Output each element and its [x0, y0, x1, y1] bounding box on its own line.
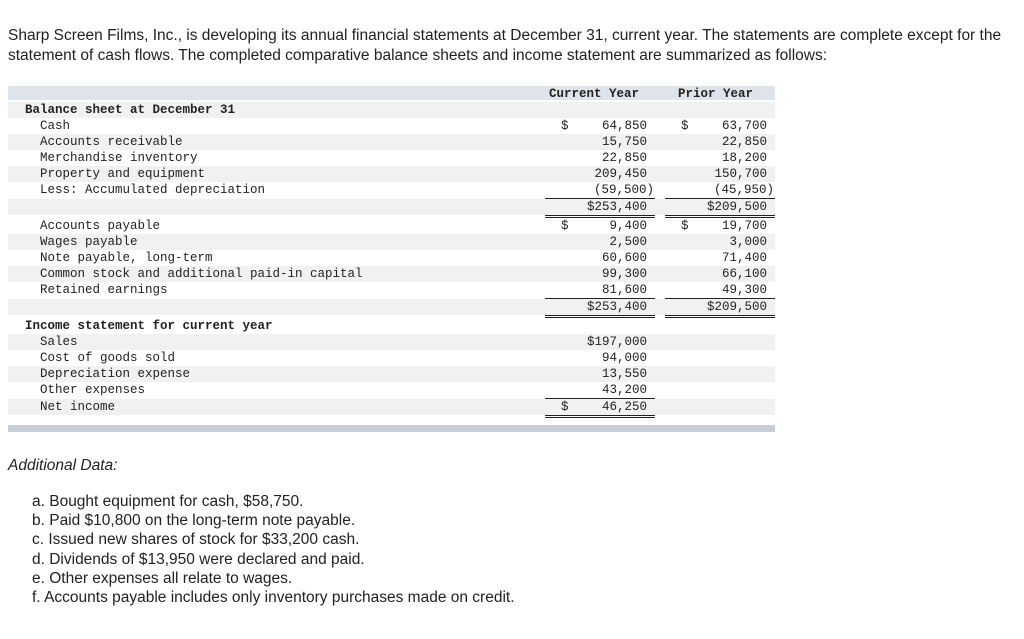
list-item: b. Paid $10,800 on the long-term note payable. [32, 512, 356, 530]
current-value: 81,600 [601, 283, 647, 297]
row-label: Sales [40, 335, 78, 349]
current-value: 94,000 [601, 351, 647, 365]
col-header-prior-year: Prior Year [678, 87, 754, 101]
list-item: a. Bought equipment for cash, $58,750. [32, 493, 304, 510]
prior-value: 18,200 [721, 151, 767, 165]
table-row [8, 150, 775, 166]
table-row [8, 282, 775, 298]
prior-value: 22,850 [721, 135, 767, 149]
assets-total-current: $253,400 [586, 200, 647, 214]
current-value: 2,500 [609, 235, 647, 249]
income-statement-title: Income statement for current year [25, 319, 273, 333]
current-cell [545, 118, 655, 134]
liabilities-total-prior: $209,500 [706, 300, 767, 314]
prior-value: 66,100 [721, 267, 767, 281]
table-row [8, 382, 775, 398]
financial-statements-table [8, 84, 775, 434]
row-label: Cash [40, 119, 71, 133]
row-label: Net income [40, 400, 116, 414]
current-value: 22,850 [601, 151, 647, 165]
table-row [8, 182, 775, 198]
table-row [8, 234, 775, 250]
col-header-current-year: Current Year [549, 87, 640, 101]
dollar-sign: $ [681, 219, 689, 233]
liabilities-total-current: $253,400 [586, 300, 647, 314]
dollar-sign: $ [681, 119, 689, 133]
table-row [8, 350, 775, 366]
row-label: Cost of goods sold [40, 351, 176, 365]
row-label: Retained earnings [40, 283, 168, 297]
assets-total-row [8, 199, 775, 215]
current-value: 15,750 [601, 135, 647, 149]
income-statement-heading-row [8, 318, 775, 334]
table-row [8, 250, 775, 266]
row-label: Common stock and additional paid-in capital [40, 267, 363, 281]
table-row [8, 366, 775, 382]
prior-value: 3,000 [729, 235, 767, 249]
row-label: Accounts payable [40, 219, 161, 233]
current-value: 9,400 [609, 219, 647, 233]
row-label: Less: Accumulated depreciation [40, 183, 266, 197]
current-value: (59,500) [593, 183, 654, 197]
list-item: e. Other expenses all relate to wages. [32, 569, 293, 587]
current-value: 46,250 [601, 400, 647, 414]
current-value: 64,850 [601, 119, 647, 133]
prior-value: 71,400 [721, 251, 767, 265]
table-row [8, 134, 775, 150]
row-label: Merchandise inventory [40, 151, 198, 165]
current-value: 13,550 [601, 367, 647, 381]
liabilities-total-row [8, 299, 775, 315]
table-row [8, 218, 775, 234]
prior-value: (45,950) [713, 183, 774, 197]
row-label: Property and equipment [40, 167, 206, 181]
table-row [8, 266, 775, 282]
prior-value: 49,300 [721, 283, 767, 297]
table-row [8, 166, 775, 182]
additional-data-list [32, 492, 732, 607]
prior-cell [665, 118, 775, 134]
dollar-sign: $ [561, 119, 569, 133]
assets-total-prior: $209,500 [706, 200, 767, 214]
current-value: 209,450 [594, 167, 647, 181]
row-label: Note payable, long-term [40, 251, 213, 265]
footer-band [8, 425, 775, 432]
prior-value: 19,700 [721, 219, 767, 233]
row-label: Depreciation expense [40, 367, 191, 381]
list-item: d. Dividends of $13,950 were declared and paid. [32, 550, 365, 568]
current-value: 60,600 [601, 251, 647, 265]
current-value: 99,300 [601, 267, 647, 281]
row-label: Accounts receivable [40, 135, 183, 149]
balance-sheet-heading-row [8, 102, 775, 118]
problem-intro: Sharp Screen Films, Inc., is developing its annual financial statements at December 31, current year. The statements are complete except for the statement of cash flows. The completed comparative balance sheets and income statement are summarized as follows: [8, 27, 1002, 64]
prior-value: 150,700 [714, 167, 767, 181]
current-value: $197,000 [586, 335, 647, 349]
header-band [8, 86, 775, 100]
row-label: Other expenses [40, 383, 146, 397]
balance-sheet-title: Balance sheet at December 31 [25, 103, 236, 117]
current-value: 43,200 [601, 383, 647, 397]
list-item: c. Issued new shares of stock for $33,200 cash. [32, 531, 360, 549]
additional-data-title: Additional Data: [8, 457, 118, 474]
dollar-sign: $ [561, 400, 569, 414]
list-item: f. Accounts payable includes only inventory purchases made on credit. [32, 589, 515, 607]
row-label: Wages payable [40, 235, 138, 249]
dollar-sign: $ [561, 219, 569, 233]
prior-value: 63,700 [721, 119, 767, 133]
table-row [8, 118, 775, 134]
table-row [8, 399, 775, 415]
table-row [8, 334, 775, 350]
